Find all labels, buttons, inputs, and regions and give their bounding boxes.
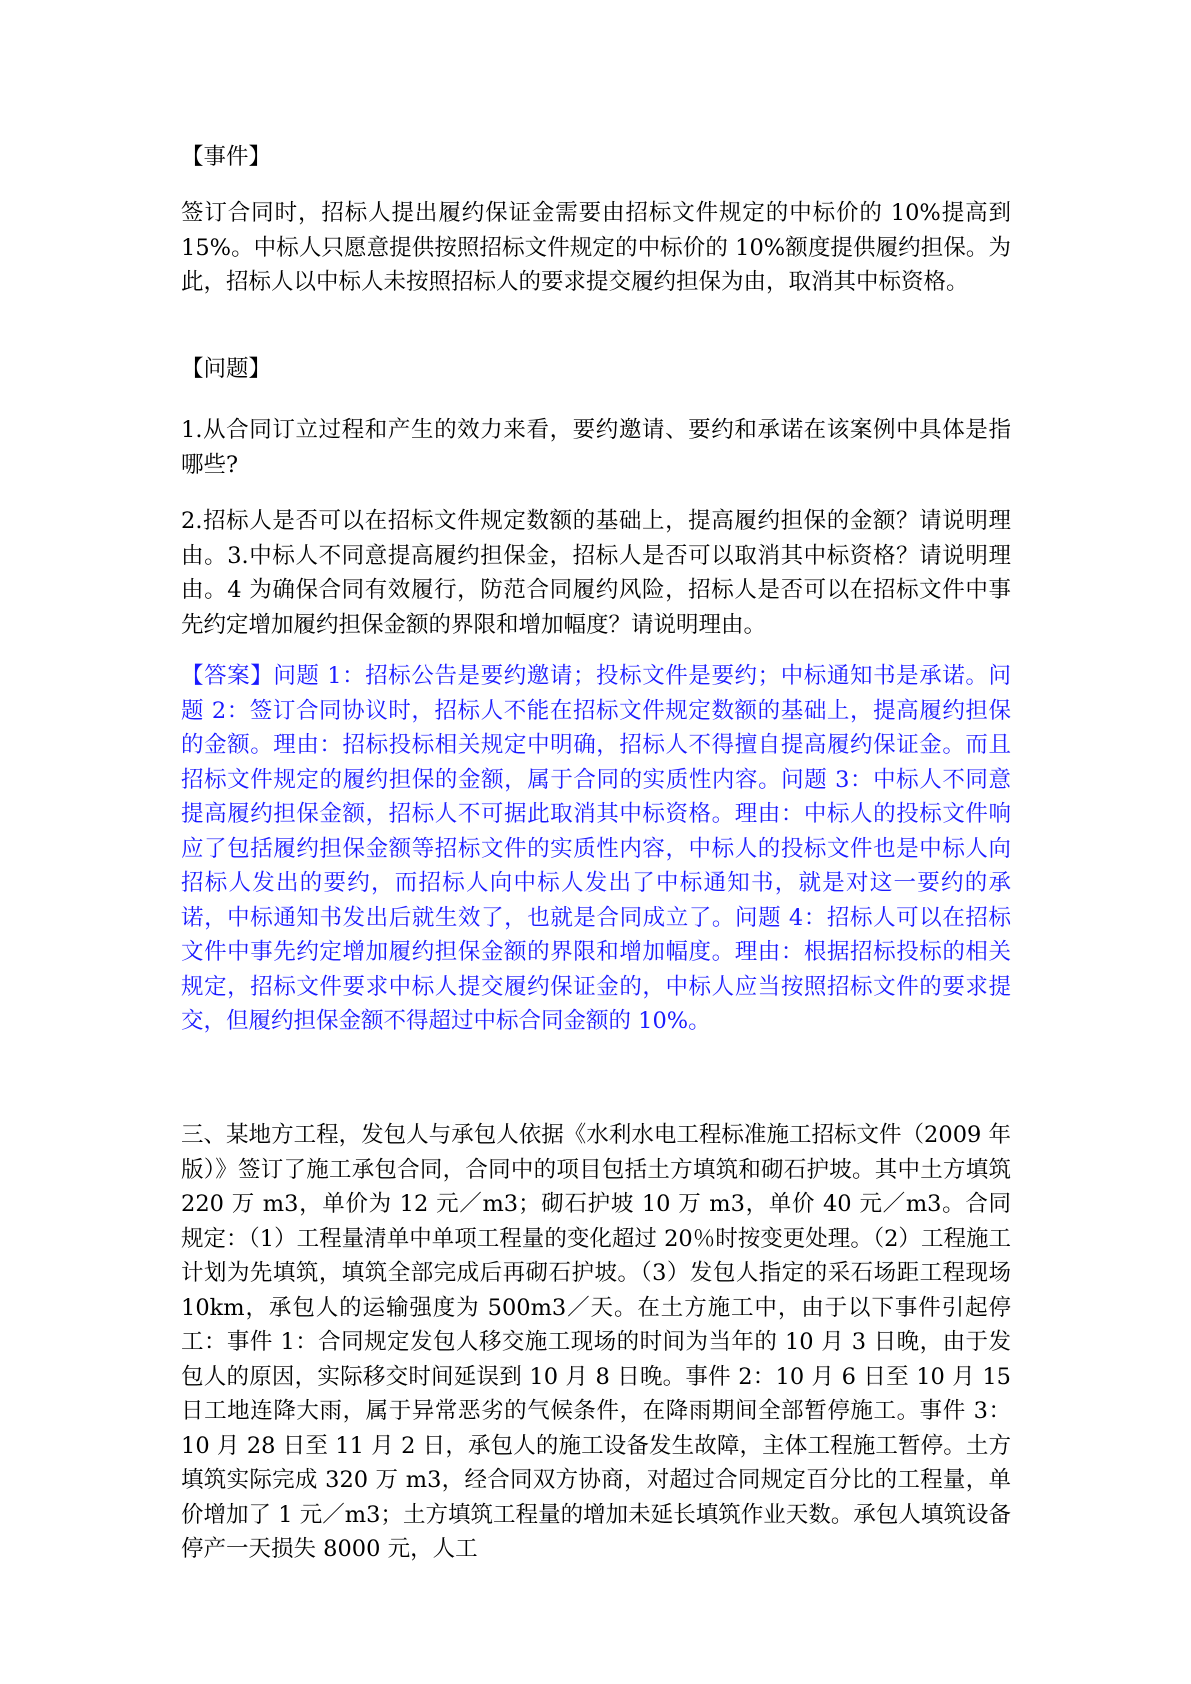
event-heading: 【事件】 xyxy=(181,144,272,170)
answer-paragraph: 【答案】问题 1：招标公告是要约邀请；投标文件是要约；中标通知书是承诺。问题 2：签订合同协议时，招标人不能在招标文件规定数额的基础上，提高履约担保的金额。理由：招标投标相关规定中明确，招标人不得擅自提高履约保证金。而且招标文件规定的履约担保的金额，属于合同的实质性内容。问题 3：中标人不同意提高履约担保金额，招标人不可据此取消其中标资格。理由：中标人的投标文件响应了包括履约担保金额等招标文件的实质性内容，中标人的投标文件也是中标人向招标人发出的要约，而招标人向中标人发出了中标通知书，就是对这一要约的承诺，中标通知书发出后就生效了，也就是合同成立了。问题 4：招标人可以在招标文件中事先约定增加履约担保金额的界限和增加幅度。理由：根据招标投标的相关规定，招标文件要求中标人提交履约保证金的，中标人应当按照招标文件的要求提交，但履约担保金额不得超过中标合同金额的 10%。 xyxy=(181,663,1011,1034)
event-paragraph: 签订合同时，招标人提出履约保证金需要由招标文件规定的中标价的 10%提高到 15%。中标人只愿意提供按照招标文件规定的中标价的 10%额度提供履约担保。为此，招标人以中标人未按照招标人的要求提交履约担保为由，取消其中标资格。 xyxy=(181,200,1011,295)
question-2-paragraph: 2.招标人是否可以在招标文件规定数额的基础上，提高履约担保的金额？请说明理由。3.中标人不同意提高履约担保金，招标人是否可以取消其中标资格？请说明理由。4 为确保合同有效履行，防范合同履约风险，招标人是否可以在招标文件中事先约定增加履约担保金额的界限和增加幅度？请说明理由。 xyxy=(181,508,1011,638)
question-1-paragraph: 1.从合同订立过程和产生的效力来看，要约邀请、要约和承诺在该案例中具体是指哪些? xyxy=(181,417,1011,478)
question-heading: 【问题】 xyxy=(181,356,272,382)
case-three-paragraph: 三、某地方工程，发包人与承包人依据《水利水电工程标准施工招标文件（2009 年版）》签订了施工承包合同，合同中的项目包括土方填筑和砌石护坡。其中土方填筑 220 万 m3，单价为 12 元／m3；砌石护坡 10 万 m3，单价 40 元／m3。合同规定：（1）工程量清单中单项工程量的变化超过 20％时按变更处理。（2）工程施工计划为先填筑，填筑全部完成后再砌石护坡。（3）发包人指定的采石场距工程现场 10km，承包人的运输强度为 500m3／天。在土方施工中，由于以下事件引起停工：事件 1：合同规定发包人移交施工现场的时间为当年的 10 月 3 日晚，由于发包人的原因，实际移交时间延误到 10 月 8 日晚。事件 2：10 月 6 日至 10 月 15 日工地连降大雨，属于异常恶劣的气候条件，在降雨期间全部暂停施工。事件 3：10 月 28 日至 11 月 2 日，承包人的施工设备发生故障，主体工程施工暂停。土方填筑实际完成 320 万 m3，经合同双方协商，对超过合同规定百分比的工程量，单价增加了 1 元／m3；土方填筑工程量的增加未延长填筑作业天数。承包人填筑设备停产一天损失 8000 元，人工 xyxy=(181,1122,1011,1562)
